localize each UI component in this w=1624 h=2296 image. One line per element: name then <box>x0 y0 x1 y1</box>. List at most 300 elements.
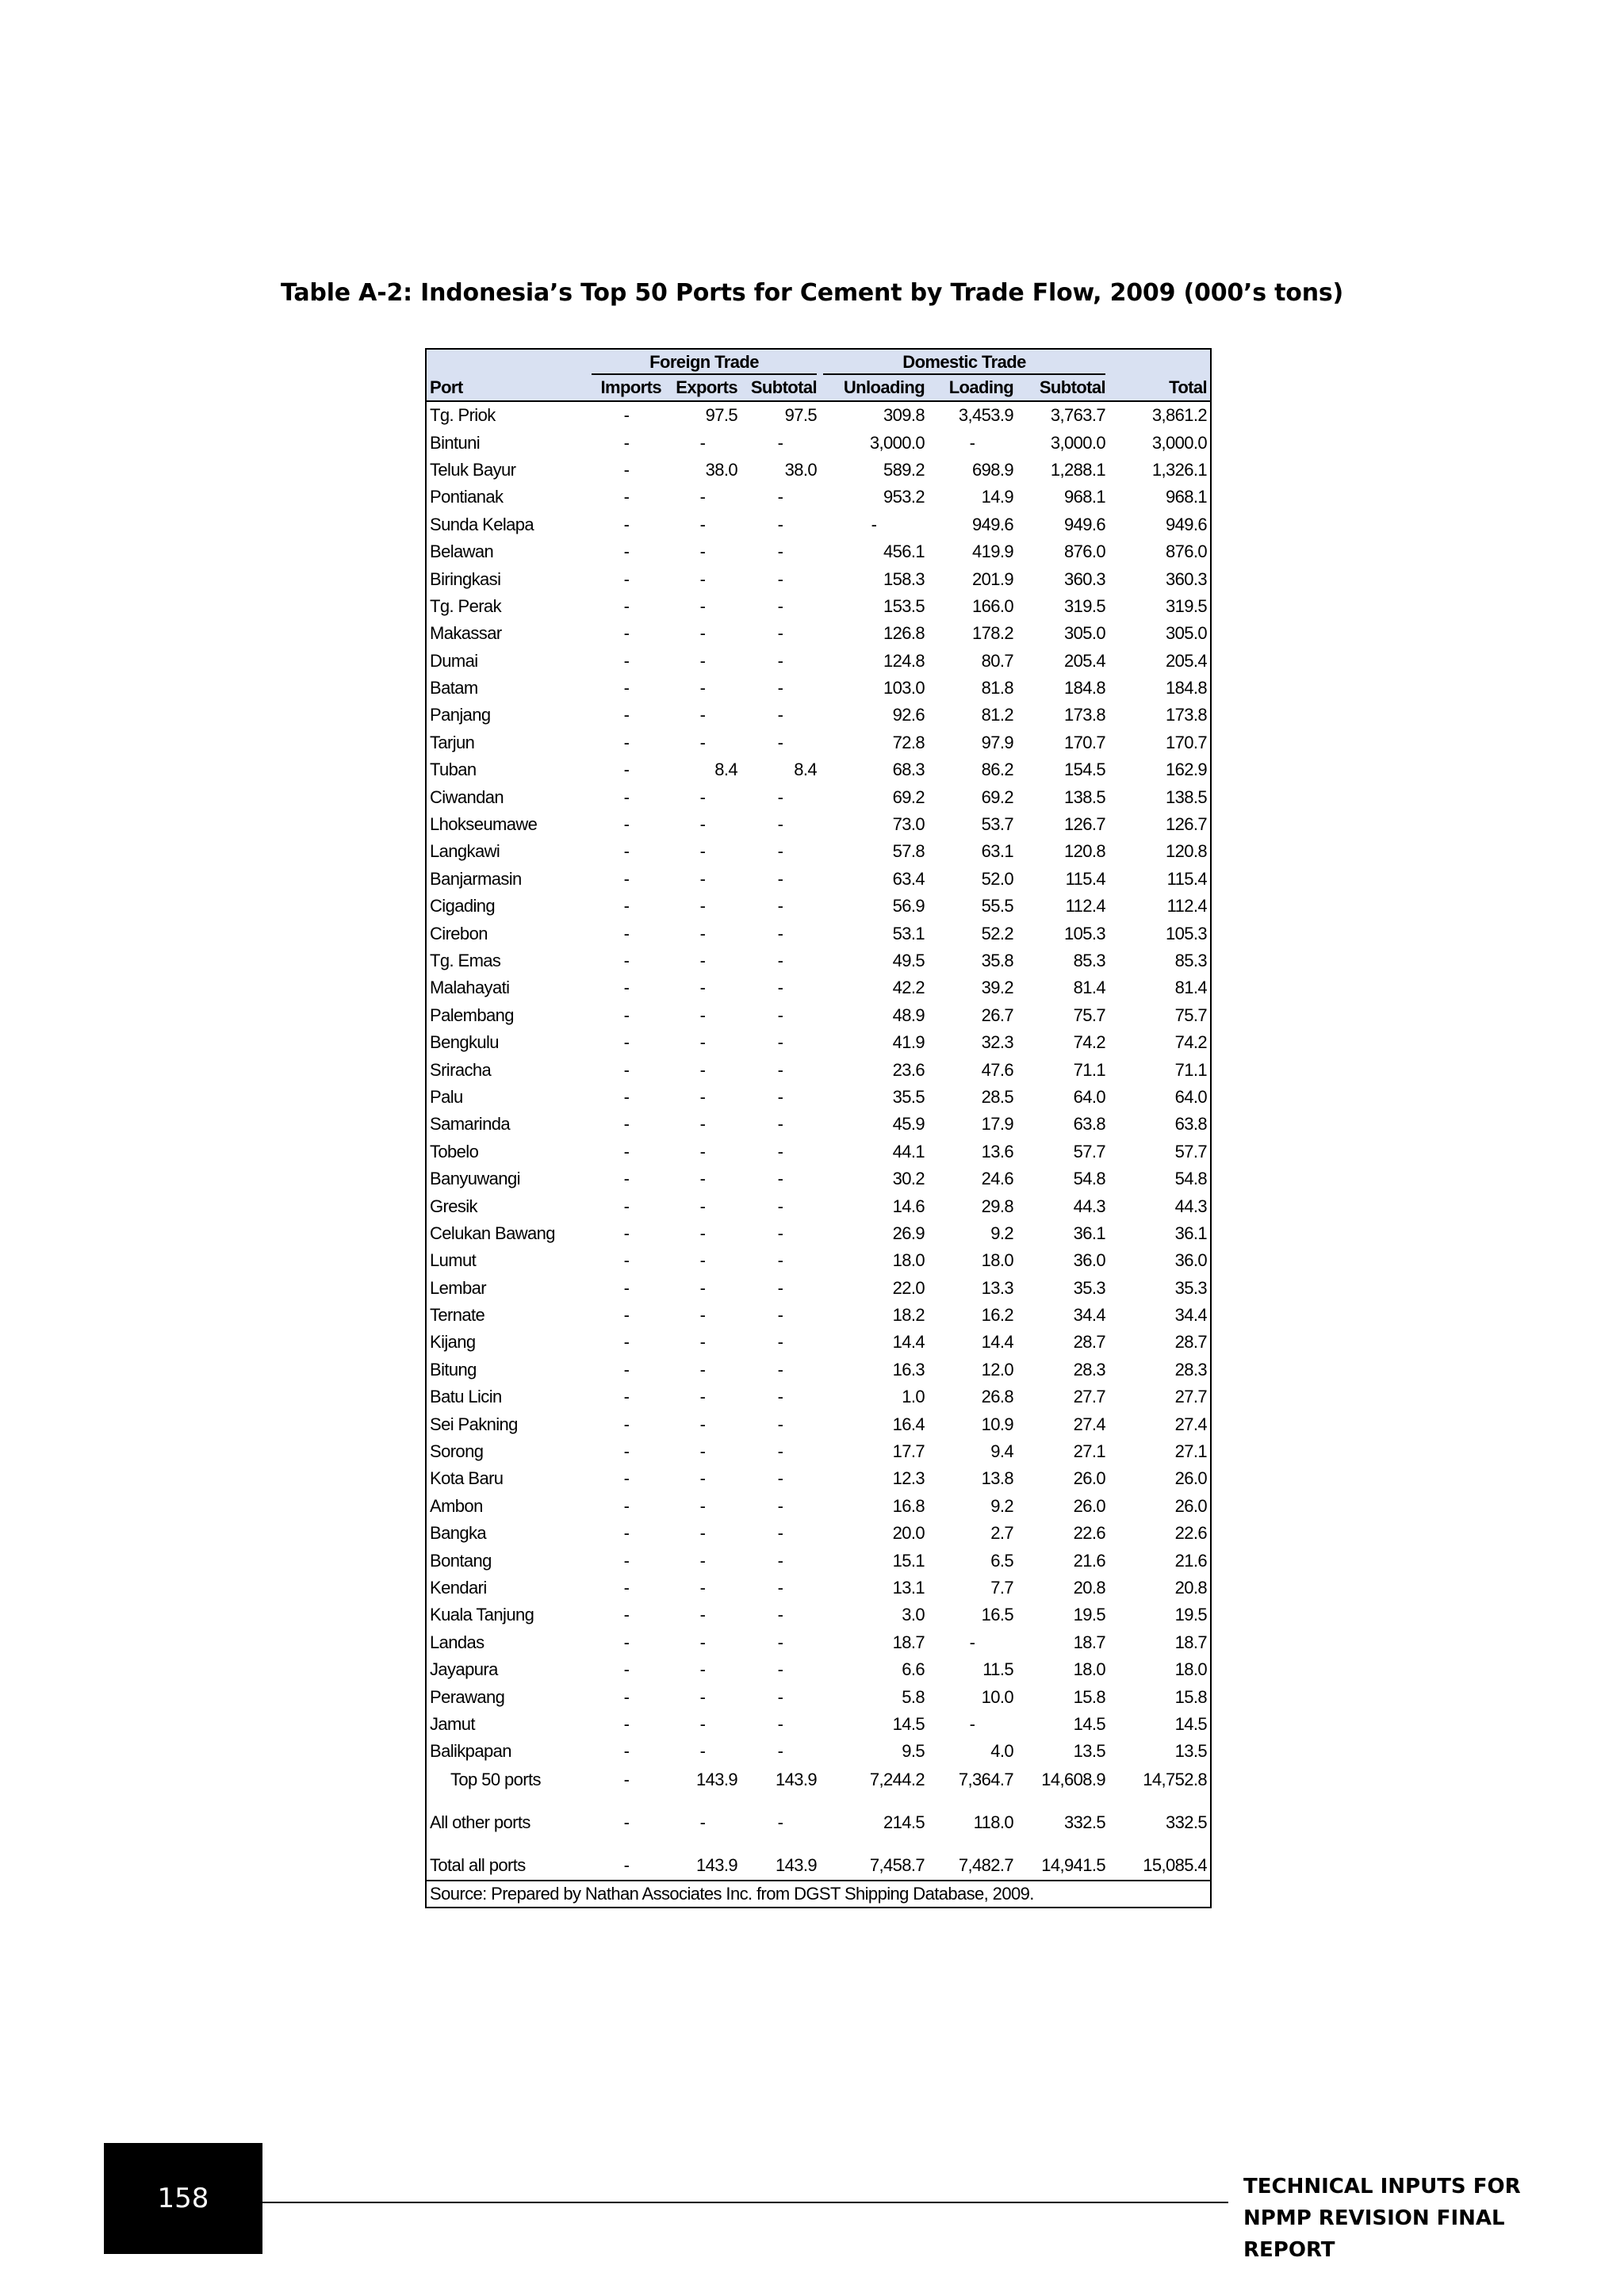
cell-loading: 7,364.7 <box>958 1769 1014 1789</box>
cell-domestic-subtotal: 360.3 <box>1063 568 1106 589</box>
cell-imports: - <box>623 1305 630 1326</box>
cell-foreign-subtotal: - <box>777 814 783 835</box>
cell-foreign-subtotal: - <box>777 1114 783 1135</box>
table-row <box>427 565 1210 592</box>
table-row <box>427 538 1210 565</box>
cell-unloading: 153.5 <box>883 595 925 616</box>
cell-port: Ambon <box>430 1495 483 1516</box>
cell-unloading: 16.8 <box>892 1495 925 1516</box>
table-row <box>427 1138 1210 1165</box>
cell-loading: 97.9 <box>981 732 1014 752</box>
cell-unloading: 456.1 <box>883 541 925 562</box>
cell-imports: - <box>623 868 630 889</box>
cell-exports: 143.9 <box>695 1854 737 1875</box>
cell-unloading: 68.3 <box>892 760 925 780</box>
cell-foreign-subtotal: - <box>777 1086 783 1107</box>
cell-port: Kota Baru <box>430 1468 504 1489</box>
cell-total: 120.8 <box>1165 841 1208 862</box>
cell-port: Kendari <box>430 1577 487 1598</box>
table-row <box>427 1192 1210 1219</box>
cell-port: Jamut <box>430 1713 475 1734</box>
cell-exports: - <box>699 1141 706 1161</box>
cell-domestic-subtotal: 154.5 <box>1063 760 1106 780</box>
cell-port: Lhokseumawe <box>430 814 538 835</box>
cell-unloading: 13.1 <box>892 1577 925 1598</box>
cell-loading: 10.0 <box>981 1686 1014 1707</box>
table-row <box>427 1575 1210 1601</box>
cell-exports: - <box>699 678 706 698</box>
cell-foreign-subtotal: - <box>777 541 783 562</box>
cell-unloading: 42.2 <box>892 978 925 998</box>
cell-total: 34.4 <box>1174 1305 1208 1326</box>
cell-foreign-subtotal: - <box>777 1359 783 1380</box>
cell-port: Celukan Bawang <box>430 1223 555 1243</box>
cell-foreign-subtotal: - <box>777 1686 783 1707</box>
cell-imports: - <box>623 459 630 480</box>
cell-exports: - <box>699 623 706 644</box>
table-row <box>427 511 1210 538</box>
table-frame <box>425 348 1212 1908</box>
table-row <box>427 1056 1210 1083</box>
cell-imports: - <box>623 405 630 426</box>
table-row <box>427 1493 1210 1520</box>
cell-foreign-subtotal: - <box>777 1523 783 1544</box>
cell-domestic-subtotal: 115.4 <box>1065 868 1106 889</box>
cell-unloading: 309.8 <box>883 405 925 426</box>
footer-label-line2: NPMP REVISION FINAL REPORT <box>1243 2206 1505 2262</box>
cell-unloading: 69.2 <box>892 786 925 807</box>
cell-imports: - <box>623 814 630 835</box>
cell-exports: - <box>699 1659 706 1680</box>
cell-imports: - <box>623 1387 630 1407</box>
table-row <box>427 702 1210 729</box>
cell-unloading: 18.2 <box>892 1305 925 1326</box>
table-row <box>427 756 1210 783</box>
cell-domestic-subtotal: 26.0 <box>1073 1468 1106 1489</box>
cell-port: Landas <box>430 1632 485 1652</box>
cell-loading: 52.0 <box>981 868 1014 889</box>
cell-domestic-subtotal: 3,000.0 <box>1050 432 1106 453</box>
cell-foreign-subtotal: - <box>777 1059 783 1080</box>
cell-domestic-subtotal: 75.7 <box>1073 1004 1106 1025</box>
cell-imports: - <box>623 1523 630 1544</box>
summary-row-other <box>427 1808 1210 1837</box>
cell-imports: - <box>623 1686 630 1707</box>
cell-domestic-subtotal: 305.0 <box>1063 623 1106 644</box>
cell-foreign-subtotal: - <box>777 1605 783 1625</box>
cell-total: 28.3 <box>1174 1359 1208 1380</box>
cell-loading: 29.8 <box>981 1196 1014 1216</box>
cell-domestic-subtotal: 138.5 <box>1063 786 1106 807</box>
cell-total: 81.4 <box>1174 978 1208 998</box>
cell-domestic-subtotal: 26.0 <box>1073 1495 1106 1516</box>
source-row <box>427 1881 1210 1907</box>
domestic-trade-header: Domestic Trade <box>820 350 1109 375</box>
col-header-imports: Imports <box>588 375 665 401</box>
cell-foreign-subtotal: - <box>777 1632 783 1652</box>
cell-loading: 178.2 <box>971 623 1014 644</box>
cell-total: 36.0 <box>1174 1250 1208 1271</box>
cell-port: Malahayati <box>430 978 510 998</box>
cell-exports: - <box>699 841 706 862</box>
cell-port: Cirebon <box>430 923 488 943</box>
table-row <box>427 1357 1210 1383</box>
cell-loading: 7,482.7 <box>958 1854 1014 1875</box>
cell-imports: - <box>623 1550 630 1571</box>
cell-imports: - <box>623 595 630 616</box>
cell-unloading: 22.0 <box>892 1277 925 1298</box>
cell-port: Tg. Perak <box>430 595 501 616</box>
cell-unloading: 41.9 <box>892 1032 925 1053</box>
cell-port: Makassar <box>430 623 502 644</box>
cell-foreign-subtotal: - <box>777 705 783 725</box>
cell-total: 126.7 <box>1165 814 1208 835</box>
cell-total: 64.0 <box>1174 1086 1208 1107</box>
cell-total: 26.0 <box>1174 1468 1208 1489</box>
cell-exports: - <box>699 1713 706 1734</box>
cell-total: 19.5 <box>1174 1605 1208 1625</box>
cell-port: Kuala Tanjung <box>430 1605 534 1625</box>
cell-unloading: 20.0 <box>892 1523 925 1544</box>
cell-foreign-subtotal: - <box>777 923 783 943</box>
cell-loading: - <box>969 1713 975 1734</box>
cell-foreign-subtotal: - <box>777 1414 783 1434</box>
cell-imports: - <box>623 568 630 589</box>
cell-port: Teluk Bayur <box>430 459 516 480</box>
table-row <box>427 1656 1210 1683</box>
cell-port: Tg. Priok <box>430 405 496 426</box>
cell-port: Tarjun <box>430 732 475 752</box>
cell-exports: - <box>699 951 706 970</box>
cell-total: 71.1 <box>1174 1059 1208 1080</box>
cell-loading: 28.5 <box>981 1086 1014 1107</box>
cell-imports: - <box>623 705 630 725</box>
cell-foreign-subtotal: - <box>777 1659 783 1680</box>
cell-loading: 13.8 <box>981 1468 1014 1489</box>
cell-imports: - <box>623 1114 630 1135</box>
cell-total: 57.7 <box>1174 1141 1208 1161</box>
cell-domestic-subtotal: 13.5 <box>1073 1741 1106 1762</box>
cell-foreign-subtotal: - <box>777 1387 783 1407</box>
cell-domestic-subtotal: 34.4 <box>1073 1305 1106 1326</box>
cell-exports: - <box>699 1032 706 1053</box>
cell-loading: 9.2 <box>990 1223 1014 1243</box>
cell-unloading: 57.8 <box>892 841 925 862</box>
cell-exports: - <box>699 1605 706 1625</box>
cell-total: 18.0 <box>1174 1659 1208 1680</box>
table-row <box>427 1738 1210 1765</box>
cell-port: Lumut <box>430 1250 477 1271</box>
cell-exports: - <box>699 1332 706 1353</box>
cell-port: Kijang <box>430 1332 476 1353</box>
cell-unloading: 63.4 <box>892 868 925 889</box>
cell-foreign-subtotal: - <box>777 432 783 453</box>
cell-imports: - <box>623 786 630 807</box>
cell-foreign-subtotal: - <box>777 1196 783 1216</box>
cell-total: 305.0 <box>1165 623 1208 644</box>
cell-loading: 80.7 <box>981 650 1014 671</box>
source-note: Source: Prepared by Nathan Associates Inc. from DGST Shipping Database, 2009. <box>427 1881 1210 1907</box>
cell-port: Banyuwangi <box>430 1169 520 1189</box>
cell-loading: 6.5 <box>990 1550 1014 1571</box>
cell-unloading: 12.3 <box>892 1468 925 1489</box>
data-table <box>427 350 1210 1907</box>
cell-exports: 8.4 <box>714 760 737 780</box>
table-row <box>427 1383 1210 1410</box>
cell-loading: 26.7 <box>981 1004 1014 1025</box>
summary-body <box>427 1766 1210 1907</box>
table-row <box>427 729 1210 756</box>
cell-loading: 24.6 <box>981 1169 1014 1189</box>
cell-total: 15.8 <box>1174 1686 1208 1707</box>
cell-foreign-subtotal: - <box>777 1223 783 1243</box>
cell-loading: 201.9 <box>971 568 1014 589</box>
cell-loading: 81.2 <box>981 705 1014 725</box>
cell-exports: - <box>699 1223 706 1243</box>
cell-imports: - <box>623 487 630 507</box>
table-row <box>427 457 1210 484</box>
page-title: Table A-2: Indonesia’s Top 50 Ports for Cement by Trade Flow, 2009 (000’s tons) <box>280 279 1344 307</box>
cell-port: Biringkasi <box>430 568 501 589</box>
cell-exports: - <box>699 1305 706 1326</box>
cell-port: Sunda Kelapa <box>430 514 534 534</box>
cell-imports: - <box>623 1741 630 1762</box>
cell-exports: - <box>699 1359 706 1380</box>
cell-total: 3,861.2 <box>1151 405 1208 426</box>
cell-exports: - <box>699 1577 706 1598</box>
cell-domestic-subtotal: 14,941.5 <box>1041 1854 1106 1875</box>
cell-loading: 12.0 <box>981 1359 1014 1380</box>
cell-domestic-subtotal: 22.6 <box>1073 1523 1106 1544</box>
cell-domestic-subtotal: 14,608.9 <box>1041 1769 1106 1789</box>
cell-domestic-subtotal: 36.0 <box>1073 1250 1106 1271</box>
cell-loading: 949.6 <box>971 514 1014 534</box>
cell-foreign-subtotal: - <box>777 1550 783 1571</box>
cell-domestic-subtotal: 18.7 <box>1073 1632 1106 1652</box>
cell-loading: 55.5 <box>981 896 1014 916</box>
cell-exports: - <box>699 568 706 589</box>
cell-domestic-subtotal: 3,763.7 <box>1050 405 1106 426</box>
cell-unloading: 18.0 <box>892 1250 925 1271</box>
cell-unloading: 9.5 <box>902 1741 925 1762</box>
cell-total: 13.5 <box>1174 1741 1208 1762</box>
cell-total: 138.5 <box>1165 786 1208 807</box>
cell-foreign-subtotal: - <box>777 568 783 589</box>
cell-domestic-subtotal: 126.7 <box>1063 814 1106 835</box>
cell-unloading: 53.1 <box>892 923 925 943</box>
cell-domestic-subtotal: 120.8 <box>1063 841 1106 862</box>
col-header-domestic-subtotal: Subtotal <box>1017 375 1109 401</box>
cell-exports: - <box>699 732 706 752</box>
cell-imports: - <box>623 1250 630 1271</box>
cell-foreign-subtotal: - <box>777 1250 783 1271</box>
cell-loading: 2.7 <box>990 1523 1014 1544</box>
cell-imports: - <box>623 951 630 970</box>
cell-foreign-subtotal: - <box>777 786 783 807</box>
cell-exports: - <box>699 432 706 453</box>
cell-unloading: 15.1 <box>892 1550 925 1571</box>
cell-unloading: 23.6 <box>892 1059 925 1080</box>
table-row <box>427 1247 1210 1274</box>
cell-domestic-subtotal: 15.8 <box>1073 1686 1106 1707</box>
cell-exports: - <box>699 1250 706 1271</box>
cell-domestic-subtotal: 27.4 <box>1073 1414 1106 1434</box>
cell-total: 105.3 <box>1165 923 1208 943</box>
cell-total: 115.4 <box>1166 868 1208 889</box>
col-header-loading: Loading <box>928 375 1017 401</box>
footer-report-label <box>1243 2171 1592 2266</box>
cell-foreign-subtotal: - <box>777 1713 783 1734</box>
cell-imports: - <box>623 678 630 698</box>
cell-exports: - <box>699 1114 706 1135</box>
cell-domestic-subtotal: 876.0 <box>1063 541 1106 562</box>
cell-unloading: 7,244.2 <box>869 1769 925 1789</box>
cell-foreign-subtotal: - <box>777 1032 783 1053</box>
cell-imports: - <box>623 514 630 534</box>
cell-domestic-subtotal: 105.3 <box>1063 923 1106 943</box>
cell-exports: - <box>699 541 706 562</box>
cell-unloading: 214.5 <box>883 1812 925 1832</box>
cell-foreign-subtotal: - <box>777 1441 783 1462</box>
cell-exports: - <box>699 487 706 507</box>
cell-imports: - <box>623 1713 630 1734</box>
table-row <box>427 920 1210 947</box>
cell-port: Total all ports <box>430 1854 526 1875</box>
table-row <box>427 838 1210 865</box>
table-row <box>427 401 1210 429</box>
cell-foreign-subtotal: - <box>777 978 783 998</box>
cell-exports: - <box>699 1812 706 1832</box>
cell-unloading: 14.4 <box>892 1332 925 1353</box>
cell-loading: 698.9 <box>971 459 1014 480</box>
cell-exports: - <box>699 786 706 807</box>
cell-total: 3,000.0 <box>1151 432 1208 453</box>
cell-unloading: 589.2 <box>883 459 925 480</box>
cell-foreign-subtotal: - <box>777 896 783 916</box>
cell-port: Bengkulu <box>430 1032 499 1053</box>
cell-port: Bintuni <box>430 432 481 453</box>
cell-port: Bangka <box>430 1523 487 1544</box>
cell-loading: 166.0 <box>971 595 1014 616</box>
cell-loading: 53.7 <box>981 814 1014 835</box>
cell-loading: 10.9 <box>981 1414 1014 1434</box>
cell-imports: - <box>623 1659 630 1680</box>
cell-total: 332.5 <box>1165 1812 1208 1832</box>
cell-port: Tobelo <box>430 1141 479 1161</box>
cell-imports: - <box>623 623 630 644</box>
cell-total: 184.8 <box>1165 678 1208 698</box>
cell-port: Jayapura <box>430 1659 498 1680</box>
col-header-total: Total <box>1109 375 1210 401</box>
cell-foreign-subtotal: - <box>777 1141 783 1161</box>
table-row <box>427 866 1210 893</box>
cell-unloading: 92.6 <box>892 705 925 725</box>
cell-imports: - <box>623 1032 630 1053</box>
cell-port: Tuban <box>430 760 477 780</box>
cell-domestic-subtotal: 1,288.1 <box>1050 459 1106 480</box>
cell-total: 27.4 <box>1174 1414 1208 1434</box>
cell-unloading: 14.6 <box>892 1196 925 1216</box>
cell-total: 74.2 <box>1174 1032 1208 1053</box>
cell-loading: 63.1 <box>981 841 1014 862</box>
cell-unloading: 6.6 <box>902 1659 925 1680</box>
cell-imports: - <box>623 1359 630 1380</box>
cell-unloading: 953.2 <box>883 487 925 507</box>
cell-port: Palu <box>430 1086 463 1107</box>
cell-exports: 97.5 <box>705 405 737 426</box>
cell-unloading: 48.9 <box>892 1004 925 1025</box>
cell-total: 44.3 <box>1174 1196 1208 1216</box>
cell-port: Balikpapan <box>430 1741 511 1762</box>
cell-loading: 32.3 <box>981 1032 1014 1053</box>
cell-domestic-subtotal: 81.4 <box>1073 978 1106 998</box>
cell-exports: - <box>699 978 706 998</box>
cell-total: 18.7 <box>1174 1632 1208 1652</box>
table-row <box>427 1601 1210 1628</box>
cell-unloading: 17.7 <box>892 1441 925 1462</box>
table-row <box>427 1275 1210 1302</box>
group-header-row <box>427 350 1210 375</box>
cell-exports: - <box>699 650 706 671</box>
cell-port: All other ports <box>430 1812 530 1832</box>
page-number: 158 <box>157 2183 209 2214</box>
cell-foreign-subtotal: 8.4 <box>794 760 818 780</box>
cell-exports: - <box>699 1468 706 1489</box>
cell-unloading: 14.5 <box>892 1713 925 1734</box>
cell-loading: 69.2 <box>981 786 1014 807</box>
cell-imports: - <box>623 732 630 752</box>
cell-imports: - <box>623 1632 630 1652</box>
cell-port: Lembar <box>430 1277 486 1298</box>
cell-foreign-subtotal: 143.9 <box>775 1769 818 1789</box>
table-row <box>427 1029 1210 1056</box>
table-row <box>427 1410 1210 1437</box>
cell-exports: - <box>699 1277 706 1298</box>
cell-exports: - <box>699 595 706 616</box>
foreign-trade-header: Foreign Trade <box>588 350 820 375</box>
cell-port: Langkawi <box>430 841 500 862</box>
cell-domestic-subtotal: 27.7 <box>1073 1387 1106 1407</box>
cell-loading: 11.5 <box>982 1659 1014 1680</box>
cell-foreign-subtotal: - <box>777 1577 783 1598</box>
cell-port: Ciwandan <box>430 786 504 807</box>
cell-loading: 39.2 <box>981 978 1014 998</box>
cell-unloading: 16.4 <box>892 1414 925 1434</box>
cell-unloading: 16.3 <box>892 1359 925 1380</box>
footer-label-line1: TECHNICAL INPUTS FOR <box>1243 2175 1521 2198</box>
cell-total: 1,326.1 <box>1151 459 1208 480</box>
cell-loading: 14.4 <box>981 1332 1014 1353</box>
cell-port: Ternate <box>430 1305 485 1326</box>
table-row <box>427 1302 1210 1329</box>
cell-foreign-subtotal: - <box>777 1004 783 1025</box>
cell-domestic-subtotal: 184.8 <box>1063 678 1106 698</box>
cell-port: Belawan <box>430 541 494 562</box>
table-row <box>427 1084 1210 1111</box>
cell-domestic-subtotal: 205.4 <box>1063 650 1106 671</box>
cell-unloading: 1.0 <box>902 1387 925 1407</box>
table-row <box>427 1002 1210 1029</box>
cell-imports: - <box>623 541 630 562</box>
table-row <box>427 484 1210 511</box>
cell-port: Banjarmasin <box>430 868 522 889</box>
cell-total: 22.6 <box>1174 1523 1208 1544</box>
cell-imports: - <box>623 1495 630 1516</box>
cell-foreign-subtotal: - <box>777 868 783 889</box>
table-row <box>427 675 1210 702</box>
cell-port: Dumai <box>430 650 478 671</box>
cell-foreign-subtotal: - <box>777 678 783 698</box>
